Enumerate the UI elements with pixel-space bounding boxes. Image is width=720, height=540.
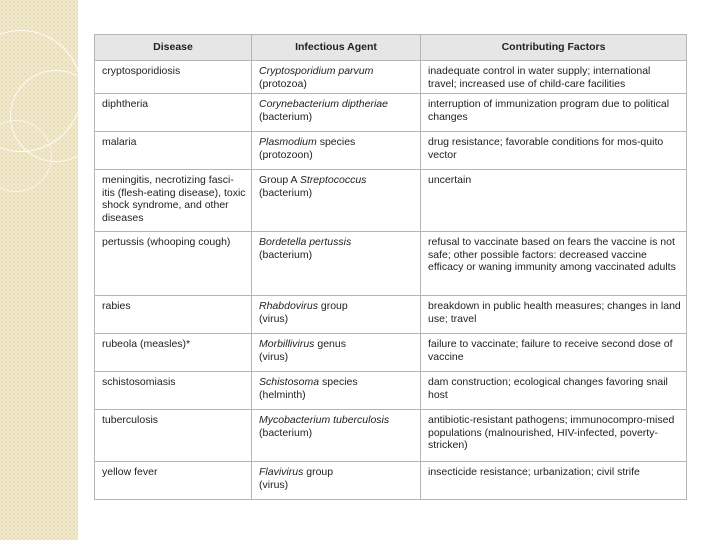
table-row bbox=[95, 334, 687, 372]
disease-cell: rabies bbox=[95, 296, 252, 334]
table-row bbox=[95, 296, 687, 334]
agent-scientific-name: Corynebacterium diptheriae bbox=[259, 98, 388, 110]
disease-cell: rubeola (measles)* bbox=[95, 334, 252, 372]
table-row bbox=[95, 94, 687, 132]
agent-cell bbox=[252, 94, 421, 132]
factors-cell: drug resistance; favorable conditions for mos-quito vector bbox=[421, 132, 687, 170]
agent-cell bbox=[252, 232, 421, 296]
factors-cell: breakdown in public health measures; changes in land use; travel bbox=[421, 296, 687, 334]
factors-cell: antibiotic-resistant pathogens; immunocompro-mised populations (malnourished, HIV-infected, poverty-stricken) bbox=[421, 410, 687, 462]
agent-cell bbox=[252, 132, 421, 170]
disease-cell: pertussis (whooping cough) bbox=[95, 232, 252, 296]
disease-cell: malaria bbox=[95, 132, 252, 170]
agent-type: (protozoa) bbox=[259, 77, 307, 90]
agent-scientific-name: Bordetella pertussis bbox=[259, 236, 352, 248]
agent-type: (bacterium) bbox=[259, 248, 313, 261]
table-row bbox=[95, 462, 687, 500]
agent-type: (bacterium) bbox=[259, 186, 313, 199]
table-row bbox=[95, 372, 687, 410]
agent-scientific-name: Plasmodium bbox=[259, 136, 317, 148]
disease-cell: tuberculosis bbox=[95, 410, 252, 462]
agent-type: (bacterium) bbox=[259, 426, 313, 439]
agent-type: (virus) bbox=[259, 478, 289, 491]
header-infectious-agent: Infectious Agent bbox=[252, 35, 421, 61]
header-contributing-factors: Contributing Factors bbox=[421, 35, 687, 61]
agent-cell bbox=[252, 372, 421, 410]
agent-scientific-name: Schistosoma bbox=[259, 376, 320, 388]
agent-prefix: Group A bbox=[259, 174, 300, 186]
table-row bbox=[95, 132, 687, 170]
factors-cell: interruption of immunization program due to political changes bbox=[421, 94, 687, 132]
agent-type: (protozoon) bbox=[259, 148, 313, 161]
agent-suffix: species bbox=[319, 376, 358, 388]
agent-cell bbox=[252, 61, 421, 94]
agent-scientific-name: Mycobacterium tuberculosis bbox=[259, 414, 390, 426]
table-header-row bbox=[95, 35, 687, 61]
agent-suffix: genus bbox=[314, 338, 346, 350]
disease-cell: cryptosporidiosis bbox=[95, 61, 252, 94]
agent-cell bbox=[252, 410, 421, 462]
table-row bbox=[95, 232, 687, 296]
agent-scientific-name: Streptococcus bbox=[299, 174, 367, 186]
agent-suffix: species bbox=[316, 136, 356, 148]
agent-cell bbox=[252, 170, 421, 232]
agent-type: (bacterium) bbox=[259, 110, 313, 123]
factors-cell: inadequate control in water supply; international travel; increased use of child-care facilities bbox=[421, 61, 687, 94]
agent-scientific-name: Morbillivirus bbox=[259, 338, 315, 350]
header-disease: Disease bbox=[95, 35, 252, 61]
agent-scientific-name: Cryptosporidium parvum bbox=[259, 65, 374, 77]
factors-cell: insecticide resistance; urbanization; civil strife bbox=[421, 462, 687, 500]
table-row bbox=[95, 61, 687, 94]
agent-type: (helminth) bbox=[259, 388, 306, 401]
disease-cell: diphtheria bbox=[95, 94, 252, 132]
decorative-side-strip bbox=[0, 0, 78, 540]
agent-scientific-name: Rhabdovirus bbox=[259, 300, 318, 312]
disease-table bbox=[94, 34, 687, 500]
agent-suffix: group bbox=[317, 300, 348, 312]
agent-scientific-name: Flavivirus bbox=[259, 466, 304, 478]
agent-suffix: group bbox=[303, 466, 334, 478]
table-row bbox=[95, 170, 687, 232]
factors-cell: uncertain bbox=[421, 170, 687, 232]
disease-cell: meningitis, necrotizing fasci-itis (flesh-eating disease), toxic shock syndrome, and other diseases bbox=[95, 170, 252, 232]
factors-cell: refusal to vaccinate based on fears the vaccine is not safe; other possible factors: decreased vaccine efficacy or waning immunity among vaccinated adults bbox=[421, 232, 687, 296]
agent-cell bbox=[252, 462, 421, 500]
agent-cell bbox=[252, 296, 421, 334]
disease-cell: yellow fever bbox=[95, 462, 252, 500]
disease-cell: schistosomiasis bbox=[95, 372, 252, 410]
factors-cell: failure to vaccinate; failure to receive second dose of vaccine bbox=[421, 334, 687, 372]
agent-cell bbox=[252, 334, 421, 372]
agent-type: (virus) bbox=[259, 312, 289, 325]
factors-cell: dam construction; ecological changes favoring snail host bbox=[421, 372, 687, 410]
table-row bbox=[95, 410, 687, 462]
agent-type: (virus) bbox=[259, 350, 289, 363]
